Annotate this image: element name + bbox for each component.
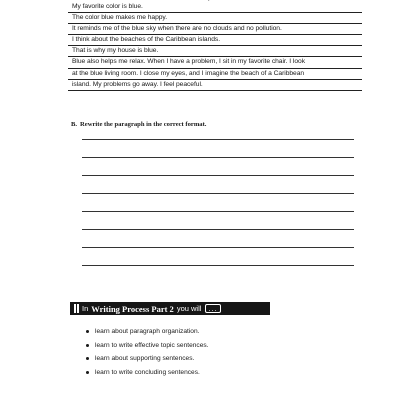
list-item-text: learn about paragraph organization. xyxy=(95,328,200,335)
list-item-text: learn to write concluding sentences. xyxy=(95,368,200,376)
paragraph-line: The color blue makes me happy. xyxy=(68,13,362,24)
writing-line[interactable] xyxy=(82,247,354,248)
banner-dots: ... xyxy=(205,304,220,313)
paragraph-title xyxy=(202,0,257,1)
list-item xyxy=(86,339,209,353)
bullet-icon xyxy=(86,330,89,333)
bullet-icon xyxy=(86,357,89,360)
writing-line[interactable] xyxy=(82,139,354,140)
paragraph-line: I think about the beaches of the Caribbean islands. xyxy=(68,35,362,46)
banner-title: Writing Process Part 2 xyxy=(91,303,174,314)
section-letter: B. xyxy=(71,121,78,128)
paragraph-line: That is why my house is blue. xyxy=(68,46,362,57)
banner-bar-icon xyxy=(74,304,79,313)
banner-prefix: In xyxy=(82,304,89,313)
list-item xyxy=(86,325,209,339)
list-item-text: learn to write effective topic sentences. xyxy=(95,341,209,349)
paragraph-line: It reminds me of the blue sky when there are no clouds and no pollution. xyxy=(68,24,362,35)
banner-suffix: you will xyxy=(176,304,202,313)
learning-goals-list xyxy=(86,325,209,379)
writing-process-banner xyxy=(70,302,270,315)
writing-line[interactable] xyxy=(82,175,354,176)
bullet-icon xyxy=(86,344,89,347)
unformatted-paragraph xyxy=(68,2,362,91)
writing-line[interactable] xyxy=(82,211,354,212)
writing-line[interactable] xyxy=(82,229,354,230)
paragraph-line: island. My problems go away. I feel peaceful. xyxy=(68,80,362,91)
writing-line[interactable] xyxy=(82,265,354,266)
writing-lines[interactable] xyxy=(82,139,354,283)
paragraph-line: Blue also helps me relax. When I have a problem, I sit in my favorite chair. I look xyxy=(68,57,362,68)
list-item xyxy=(86,352,209,366)
writing-line[interactable] xyxy=(82,157,354,158)
writing-line[interactable] xyxy=(82,193,354,194)
list-item xyxy=(86,366,209,380)
paragraph-line: My favorite color is blue. xyxy=(68,2,362,13)
list-item-text: learn about supporting sentences. xyxy=(95,355,195,362)
section-instruction: Rewrite the paragraph in the correct format. xyxy=(80,121,207,128)
paragraph-line: at the blue living room. I close my eyes, and I imagine the beach of a Caribbean xyxy=(68,69,362,80)
bullet-icon xyxy=(86,371,89,374)
section-b-heading xyxy=(71,121,206,128)
